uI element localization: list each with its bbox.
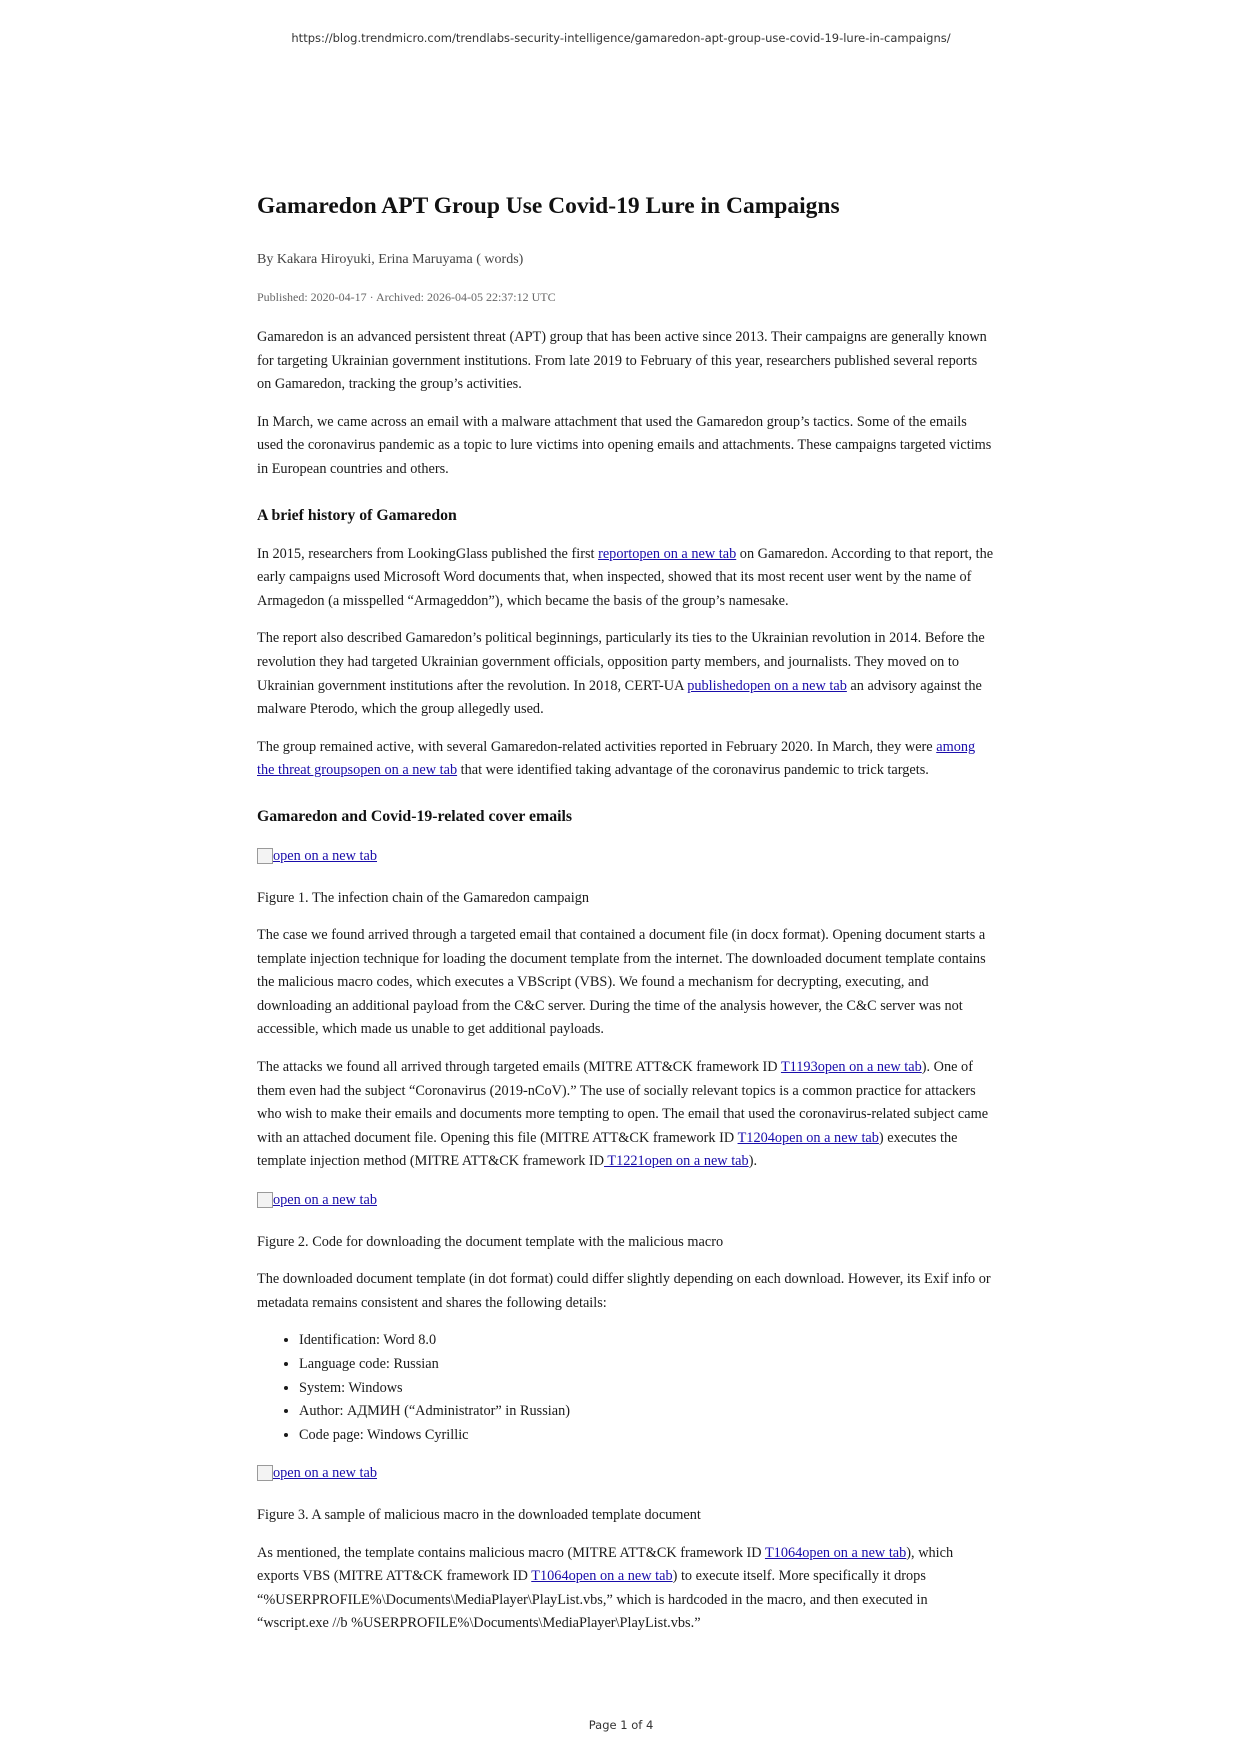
broken-image-icon bbox=[257, 848, 273, 864]
t1221-link[interactable]: T1221open on a new tab bbox=[604, 1153, 749, 1170]
paragraph-macro: As mentioned, the template contains malicious macro (MITRE ATT&CK framework ID T1064open on a new tab), which exports VBS (MITRE ATT&CK framework ID T1064open on a new tab) to execute itself. More specifically it drops “%USERPROFILE%\Documents\MediaPlayer\PlayList.vbs,” which is hardcoded in the macro, and then executed in “wscript.exe //b %USERPROFILE%\Documents\MediaPlayer\PlayList.vbs.” bbox=[257, 1544, 954, 1632]
t1193-link[interactable]: T1193open on a new tab bbox=[780, 1059, 922, 1076]
t1064-link-2[interactable]: T1064open on a new tab bbox=[531, 1568, 673, 1585]
figure-1-caption: Figure 1. The infection chain of the Gamaredon campaign bbox=[257, 889, 590, 906]
t1064-link[interactable]: T1064open on a new tab bbox=[764, 1544, 907, 1561]
published-link[interactable]: publishedopen on a new tab bbox=[687, 677, 847, 694]
paragraph-case: The case we found arrived through a targeted email that contained a document file (in docx format). Opening document starts a template injection technique for loading the document template from the internet. The downloaded document template contains the malicious macro codes, which executes a VBScript (VBS). We found a mechanism for decrypting, executing, and downloading an additional payload from the C&C server. During the time of the analysis however, the C&C server was not accessible, which made us unable to get additional payloads. bbox=[257, 927, 986, 1038]
list-item: • Author: АДМИН (“Administrator” in Russian) bbox=[299, 1400, 995, 1424]
list-item: • Code page: Windows Cyrillic bbox=[299, 1424, 995, 1448]
report-link[interactable]: reportopen on a new tab bbox=[598, 545, 737, 562]
paragraph-active: The group remained active, with several Gamaredon-related activities reported in February 2020. In March, they were among the threat groupsopen on a new tab that were identified taking advantage of the coronavirus pandemic to trick targets. bbox=[257, 738, 976, 779]
page-url: https://blog.trendmicro.com/trendlabs-security-intelligence/gamaredon-apt-group-use-covid-19-lure-in-campaigns/ bbox=[291, 31, 951, 45]
figure-1-image-link[interactable]: open on a new tab bbox=[257, 844, 377, 868]
article bbox=[257, 188, 995, 1650]
list-item: • Language code: Russian bbox=[299, 1353, 995, 1377]
byline: By Kakara Hiroyuki, Erina Maruyama ( words) bbox=[257, 252, 524, 267]
paragraph-lookingglass: In 2015, researchers from LookingGlass published the first reportopen on a new tab on Gamaredon. According to that report, the early campaigns used Microsoft Word documents that, when inspected, showed that its most recent user went by the name of Armagedon (a misspelled “Armageddon”), which became the basis of the group’s namesake. bbox=[257, 545, 994, 609]
article-title: Gamaredon APT Group Use Covid-19 Lure in Campaigns bbox=[257, 193, 840, 219]
broken-image-icon bbox=[257, 1465, 273, 1481]
figure-3-image-link[interactable]: open on a new tab bbox=[257, 1461, 377, 1485]
list-item: • System: Windows bbox=[299, 1377, 995, 1401]
publish-meta: Published: 2020-04-17 · Archived: 2026-04-05 22:37:12 UTC bbox=[257, 290, 556, 304]
exif-details-list bbox=[257, 1329, 995, 1447]
figure-2-caption: Figure 2. Code for downloading the document template with the malicious macro bbox=[257, 1233, 724, 1250]
paragraph-march-email: In March, we came across an email with a malware attachment that used the Gamaredon group’s tactics. Some of the emails used the coronavirus pandemic as a topic to lure victims into opening emails and attachments. These campaigns targeted victims in European countries and others. bbox=[257, 413, 992, 477]
paragraph-template: The downloaded document template (in dot format) could differ slightly depending on each download. However, its Exif info or metadata remains consistent and shares the following details: bbox=[257, 1271, 991, 1311]
heading-history: A brief history of Gamaredon bbox=[257, 506, 457, 524]
paragraph-intro: Gamaredon is an advanced persistent threat (APT) group that has been active since 2013. Their campaigns are generally known for targeting Ukrainian government institutions. From late 2019 to February of this year, researchers published several reports on Gamaredon, tracking the group’s activities. bbox=[257, 329, 987, 393]
figure-3-caption: Figure 3. A sample of malicious macro in the downloaded template document bbox=[257, 1506, 701, 1523]
paragraph-political: The report also described Gamaredon’s political beginnings, particularly its ties to the Ukrainian revolution in 2014. Before the revolution they had targeted Ukrainian government officials, opposition party members, and journalists. They moved on to Ukrainian government institutions after the revolution. In 2018, CERT-UA publishedopen on a new tab an advisory against the malware Pterodo, which the group allegedly used. bbox=[257, 630, 985, 718]
paragraph-attacks: The attacks we found all arrived through targeted emails (MITRE ATT&CK framework ID T1193open on a new tab). One of them even had the subject “Coronavirus (2019-nCoV).” The use of socially relevant topics is a common practice for attackers who wish to make their emails and documents more tempting to open. The email that used the coronavirus-related subject came with an attached document file. Opening this file (MITRE ATT&CK framework ID T1204open on a new tab) executes the template injection method (MITRE ATT&CK framework ID T1221open on a new tab). bbox=[257, 1059, 989, 1170]
broken-image-icon bbox=[257, 1192, 273, 1208]
list-item: • Identification: Word 8.0 bbox=[299, 1329, 995, 1353]
heading-cover-emails: Gamaredon and Covid-19-related cover emails bbox=[257, 807, 573, 825]
page-number: Page 1 of 4 bbox=[588, 1718, 654, 1732]
threat-groups-link[interactable]: among the threat groupsopen on a new tab bbox=[257, 738, 976, 779]
figure-2-image-link[interactable]: open on a new tab bbox=[257, 1188, 377, 1212]
t1204-link[interactable]: T1204open on a new tab bbox=[737, 1129, 879, 1146]
